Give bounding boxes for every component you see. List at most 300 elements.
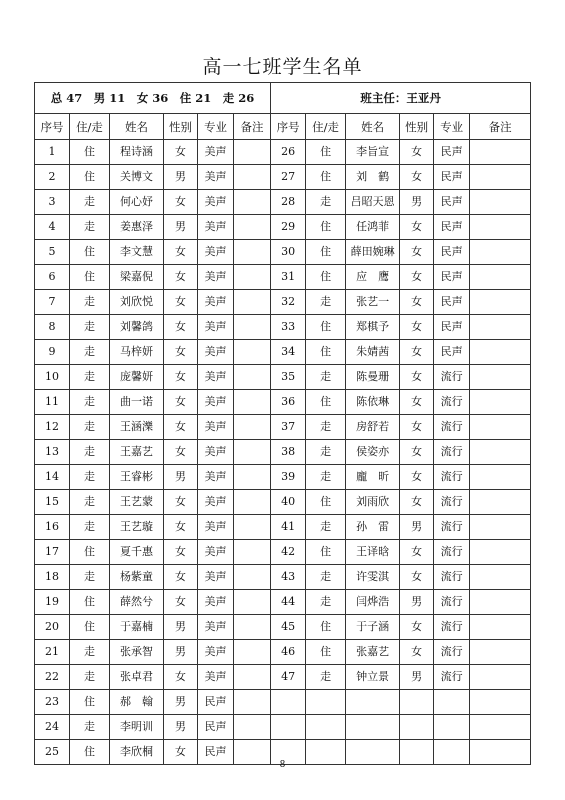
cell-name: 程诗涵: [110, 140, 164, 165]
cell-gender: 男: [164, 465, 198, 490]
cell-boarding: 走: [306, 515, 346, 540]
cell-remark: [234, 690, 271, 715]
cell-remark: [234, 440, 271, 465]
cell-name: 马梓妍: [110, 340, 164, 365]
cell-name: 王艺璇: [110, 515, 164, 540]
cell-index: 24: [35, 715, 70, 740]
cell-boarding: 住: [306, 615, 346, 640]
head-teacher: 班主任：王亚丹: [271, 83, 531, 114]
table-row: [35, 140, 531, 165]
cell-remark: [234, 140, 271, 165]
cell-gender: 女: [400, 140, 434, 165]
cell-major: 美声: [198, 340, 234, 365]
table-row: [35, 190, 531, 215]
cell-major: 民声: [434, 140, 470, 165]
cell-boarding: 走: [306, 415, 346, 440]
cell-remark: [234, 515, 271, 540]
cell-major: 流行: [434, 665, 470, 690]
cell-name: 吕昭天恩: [346, 190, 400, 215]
cell-remark: [470, 165, 531, 190]
cell-boarding: 走: [70, 215, 110, 240]
cell-name: 李明训: [110, 715, 164, 740]
cell-boarding: 住: [306, 265, 346, 290]
table-row: [35, 540, 531, 565]
cell-remark: [470, 490, 531, 515]
header-cell: 备注: [234, 114, 271, 140]
cell-name: 刘雨欣: [346, 490, 400, 515]
cell-major: 民声: [434, 165, 470, 190]
header-cell: 专业: [434, 114, 470, 140]
cell-gender: 女: [400, 390, 434, 415]
cell-major: 美声: [198, 390, 234, 415]
cell-name: 薛田婉琳: [346, 240, 400, 265]
table-row: [35, 415, 531, 440]
header-cell: 住/走: [70, 114, 110, 140]
cell-major: 流行: [434, 615, 470, 640]
cell-index: 41: [271, 515, 306, 540]
cell-name: 王艺蒙: [110, 490, 164, 515]
cell-boarding: 走: [70, 490, 110, 515]
cell-index: 10: [35, 365, 70, 390]
cell-major: 美声: [198, 615, 234, 640]
class-totals: 总 47 男 11 女 36 住 21 走 26: [35, 83, 271, 114]
cell-boarding: 走: [306, 290, 346, 315]
cell-name: 夏千惠: [110, 540, 164, 565]
cell-gender: 男: [164, 640, 198, 665]
cell-index: 44: [271, 590, 306, 615]
cell-gender: 女: [164, 490, 198, 515]
cell-boarding: 走: [306, 440, 346, 465]
cell-major: 民声: [434, 340, 470, 365]
cell-remark: [234, 365, 271, 390]
cell-gender: [400, 715, 434, 740]
cell-boarding: 住: [70, 615, 110, 640]
cell-major: 流行: [434, 515, 470, 540]
cell-major: 美声: [198, 640, 234, 665]
cell-index: 8: [35, 315, 70, 340]
cell-gender: 女: [164, 540, 198, 565]
cell-major: 美声: [198, 540, 234, 565]
cell-major: 美声: [198, 565, 234, 590]
cell-gender: 男: [400, 665, 434, 690]
cell-remark: [234, 315, 271, 340]
cell-remark: [470, 440, 531, 465]
cell-remark: [470, 590, 531, 615]
cell-gender: 女: [400, 265, 434, 290]
cell-gender: 女: [164, 440, 198, 465]
cell-gender: 女: [164, 190, 198, 215]
cell-boarding: 走: [70, 290, 110, 315]
cell-index: 47: [271, 665, 306, 690]
cell-boarding: 住: [306, 240, 346, 265]
table-row: [35, 215, 531, 240]
cell-remark: [470, 465, 531, 490]
cell-major: 美声: [198, 315, 234, 340]
cell-remark: [470, 265, 531, 290]
cell-name: 何心妤: [110, 190, 164, 215]
cell-boarding: 住: [70, 740, 110, 765]
cell-major: 美声: [198, 490, 234, 515]
table-row: [35, 465, 531, 490]
cell-index: 19: [35, 590, 70, 615]
cell-name: 王译晗: [346, 540, 400, 565]
cell-gender: 女: [400, 440, 434, 465]
header-cell: 姓名: [346, 114, 400, 140]
cell-name: 任鸿菲: [346, 215, 400, 240]
cell-name: 王睿彬: [110, 465, 164, 490]
cell-remark: [234, 265, 271, 290]
cell-boarding: 走: [70, 340, 110, 365]
cell-remark: [234, 590, 271, 615]
cell-gender: 女: [400, 640, 434, 665]
cell-remark: [234, 215, 271, 240]
table-row: [35, 615, 531, 640]
cell-major: 流行: [434, 490, 470, 515]
cell-boarding: 走: [70, 365, 110, 390]
cell-index: 17: [35, 540, 70, 565]
cell-remark: [470, 315, 531, 340]
table-row: [35, 240, 531, 265]
cell-name: 李欣桐: [110, 740, 164, 765]
cell-gender: 女: [400, 615, 434, 640]
cell-gender: [400, 690, 434, 715]
cell-boarding: 走: [70, 515, 110, 540]
summary-row: [35, 83, 531, 114]
cell-major: 美声: [198, 215, 234, 240]
cell-index: 20: [35, 615, 70, 640]
cell-index: 27: [271, 165, 306, 190]
cell-gender: 女: [164, 365, 198, 390]
cell-remark: [234, 615, 271, 640]
cell-boarding: 住: [306, 315, 346, 340]
cell-name: 侯姿亦: [346, 440, 400, 465]
cell-index: 29: [271, 215, 306, 240]
cell-index: 43: [271, 565, 306, 590]
cell-remark: [234, 640, 271, 665]
cell-boarding: 走: [306, 465, 346, 490]
table-row: [35, 640, 531, 665]
header-cell: 性别: [400, 114, 434, 140]
cell-name: 王涵濼: [110, 415, 164, 440]
cell-remark: [470, 340, 531, 365]
cell-major: 流行: [434, 440, 470, 465]
cell-boarding: [306, 715, 346, 740]
cell-gender: 男: [400, 590, 434, 615]
cell-boarding: 走: [70, 715, 110, 740]
cell-boarding: 走: [70, 665, 110, 690]
table-row: [35, 490, 531, 515]
cell-major: 美声: [198, 290, 234, 315]
cell-major: 民声: [434, 265, 470, 290]
cell-index: 5: [35, 240, 70, 265]
cell-index: [271, 715, 306, 740]
cell-index: 46: [271, 640, 306, 665]
cell-gender: 女: [164, 240, 198, 265]
header-row: [35, 114, 531, 140]
cell-boarding: 走: [70, 465, 110, 490]
cell-remark: [234, 340, 271, 365]
cell-major: 美声: [198, 240, 234, 265]
header-cell: 专业: [198, 114, 234, 140]
table-row: [35, 340, 531, 365]
cell-name: 朱婧茜: [346, 340, 400, 365]
table-row: [35, 590, 531, 615]
cell-name: 郑棋予: [346, 315, 400, 340]
cell-index: 23: [35, 690, 70, 715]
cell-major: 美声: [198, 465, 234, 490]
header-cell: 序号: [271, 114, 306, 140]
header-cell: 住/走: [306, 114, 346, 140]
cell-boarding: 住: [306, 540, 346, 565]
page-number: 8: [279, 760, 286, 770]
cell-gender: 女: [400, 415, 434, 440]
cell-index: 45: [271, 615, 306, 640]
cell-boarding: 住: [306, 215, 346, 240]
cell-boarding: 住: [70, 540, 110, 565]
table-row: [35, 665, 531, 690]
cell-gender: 女: [400, 365, 434, 390]
cell-boarding: 走: [70, 315, 110, 340]
cell-remark: [234, 290, 271, 315]
cell-name: 陈依琳: [346, 390, 400, 415]
cell-remark: [470, 565, 531, 590]
header-cell: 备注: [470, 114, 531, 140]
cell-index: 28: [271, 190, 306, 215]
cell-name: 曲一诺: [110, 390, 164, 415]
cell-boarding: 住: [306, 140, 346, 165]
cell-name: 刘欣悦: [110, 290, 164, 315]
cell-index: 35: [271, 365, 306, 390]
header-cell: 性别: [164, 114, 198, 140]
cell-gender: 女: [400, 565, 434, 590]
cell-gender: 男: [400, 190, 434, 215]
cell-boarding: 住: [70, 165, 110, 190]
cell-remark: [234, 540, 271, 565]
cell-boarding: 走: [70, 440, 110, 465]
cell-boarding: 住: [306, 165, 346, 190]
cell-remark: [470, 140, 531, 165]
cell-remark: [234, 490, 271, 515]
cell-major: 流行: [434, 415, 470, 440]
cell-boarding: [306, 690, 346, 715]
cell-name: 于子涵: [346, 615, 400, 640]
header-cell: 序号: [35, 114, 70, 140]
cell-name: [346, 715, 400, 740]
cell-index: 13: [35, 440, 70, 465]
cell-boarding: 住: [306, 490, 346, 515]
cell-name: 房舒若: [346, 415, 400, 440]
cell-name: [346, 690, 400, 715]
cell-index: 30: [271, 240, 306, 265]
cell-boarding: 住: [70, 240, 110, 265]
cell-name: 关博文: [110, 165, 164, 190]
cell-major: 民声: [434, 315, 470, 340]
table-row: [35, 390, 531, 415]
cell-boarding: 住: [306, 640, 346, 665]
cell-remark: [234, 565, 271, 590]
cell-name: 杨紫童: [110, 565, 164, 590]
cell-remark: [470, 290, 531, 315]
cell-major: 美声: [198, 515, 234, 540]
table-row: [35, 365, 531, 390]
cell-name: 李文慧: [110, 240, 164, 265]
cell-gender: 男: [164, 690, 198, 715]
table-row: [35, 690, 531, 715]
cell-remark: [234, 415, 271, 440]
table-row: [35, 165, 531, 190]
cell-index: 22: [35, 665, 70, 690]
cell-index: 38: [271, 440, 306, 465]
cell-gender: 女: [164, 340, 198, 365]
cell-boarding: 走: [306, 665, 346, 690]
cell-major: 流行: [434, 390, 470, 415]
cell-index: 26: [271, 140, 306, 165]
cell-gender: 女: [164, 590, 198, 615]
cell-index: 16: [35, 515, 70, 540]
cell-name: 龐 昕: [346, 465, 400, 490]
cell-name: 闫烨浩: [346, 590, 400, 615]
cell-major: 美声: [198, 190, 234, 215]
cell-gender: 女: [400, 490, 434, 515]
cell-index: 40: [271, 490, 306, 515]
cell-major: 美声: [198, 415, 234, 440]
cell-remark: [470, 515, 531, 540]
cell-gender: 女: [164, 665, 198, 690]
cell-remark: [470, 715, 531, 740]
cell-major: 民声: [198, 740, 234, 765]
cell-gender: 女: [400, 290, 434, 315]
cell-index: 12: [35, 415, 70, 440]
cell-major: 美声: [198, 365, 234, 390]
cell-index: 34: [271, 340, 306, 365]
cell-index: 18: [35, 565, 70, 590]
cell-gender: 女: [164, 390, 198, 415]
cell-index: 1: [35, 140, 70, 165]
cell-index: 33: [271, 315, 306, 340]
cell-remark: [234, 465, 271, 490]
cell-major: 民声: [434, 240, 470, 265]
cell-name: 孙 雷: [346, 515, 400, 540]
page-title: 高一七班学生名单: [202, 56, 363, 78]
cell-boarding: 住: [306, 390, 346, 415]
cell-name: 王嘉艺: [110, 440, 164, 465]
cell-gender: 女: [164, 565, 198, 590]
cell-name: 钟立景: [346, 665, 400, 690]
cell-remark: [470, 190, 531, 215]
cell-boarding: 走: [306, 590, 346, 615]
cell-name: 陈曼珊: [346, 365, 400, 390]
cell-name: 张卓君: [110, 665, 164, 690]
cell-remark: [234, 715, 271, 740]
cell-gender: 女: [164, 415, 198, 440]
cell-gender: 女: [164, 315, 198, 340]
cell-major: 民声: [198, 715, 234, 740]
cell-gender: 女: [164, 515, 198, 540]
cell-remark: [470, 240, 531, 265]
cell-remark: [470, 640, 531, 665]
cell-boarding: 住: [70, 690, 110, 715]
cell-major: 美声: [198, 440, 234, 465]
cell-major: 美声: [198, 140, 234, 165]
table-row: [35, 265, 531, 290]
cell-gender: 女: [400, 240, 434, 265]
cell-index: [271, 690, 306, 715]
cell-index: 2: [35, 165, 70, 190]
cell-index: 25: [35, 740, 70, 765]
cell-boarding: 走: [70, 415, 110, 440]
cell-boarding: 走: [306, 365, 346, 390]
table-row: [35, 440, 531, 465]
cell-major: 流行: [434, 565, 470, 590]
cell-remark: [470, 665, 531, 690]
cell-major: 流行: [434, 465, 470, 490]
cell-boarding: 走: [306, 565, 346, 590]
cell-boarding: 住: [70, 140, 110, 165]
cell-boarding: 住: [306, 340, 346, 365]
cell-name: 梁嘉倪: [110, 265, 164, 290]
table-row: [35, 315, 531, 340]
table-row: [35, 715, 531, 740]
cell-gender: 女: [400, 465, 434, 490]
cell-gender: 女: [400, 215, 434, 240]
cell-index: 14: [35, 465, 70, 490]
cell-index: 32: [271, 290, 306, 315]
cell-name: 张艺一: [346, 290, 400, 315]
cell-name: 薛然兮: [110, 590, 164, 615]
cell-major: 美声: [198, 165, 234, 190]
cell-gender: 女: [400, 165, 434, 190]
cell-remark: [470, 390, 531, 415]
cell-gender: 女: [400, 540, 434, 565]
cell-name: 李旨宣: [346, 140, 400, 165]
cell-name: 张嘉艺: [346, 640, 400, 665]
cell-index: 37: [271, 415, 306, 440]
cell-remark: [470, 415, 531, 440]
cell-major: 民声: [434, 215, 470, 240]
cell-name: 郝 翰: [110, 690, 164, 715]
cell-boarding: 走: [306, 190, 346, 215]
cell-index: 36: [271, 390, 306, 415]
cell-remark: [234, 240, 271, 265]
cell-gender: 男: [164, 165, 198, 190]
cell-major: 流行: [434, 640, 470, 665]
cell-index: 3: [35, 190, 70, 215]
cell-remark: [470, 540, 531, 565]
cell-gender: 男: [164, 615, 198, 640]
cell-boarding: 走: [70, 565, 110, 590]
cell-index: 21: [35, 640, 70, 665]
cell-name: 应 鹰: [346, 265, 400, 290]
cell-gender: 男: [164, 715, 198, 740]
cell-index: 39: [271, 465, 306, 490]
cell-remark: [234, 165, 271, 190]
cell-major: 美声: [198, 590, 234, 615]
cell-name: 刘 鹤: [346, 165, 400, 190]
table-row: [35, 290, 531, 315]
cell-major: 流行: [434, 590, 470, 615]
cell-major: 流行: [434, 540, 470, 565]
cell-gender: 女: [164, 265, 198, 290]
cell-remark: [234, 390, 271, 415]
cell-index: 6: [35, 265, 70, 290]
cell-remark: [470, 215, 531, 240]
header-cell: 姓名: [110, 114, 164, 140]
cell-boarding: 走: [70, 640, 110, 665]
cell-gender: 女: [164, 290, 198, 315]
cell-gender: 女: [164, 140, 198, 165]
cell-major: 美声: [198, 665, 234, 690]
cell-gender: 男: [164, 215, 198, 240]
